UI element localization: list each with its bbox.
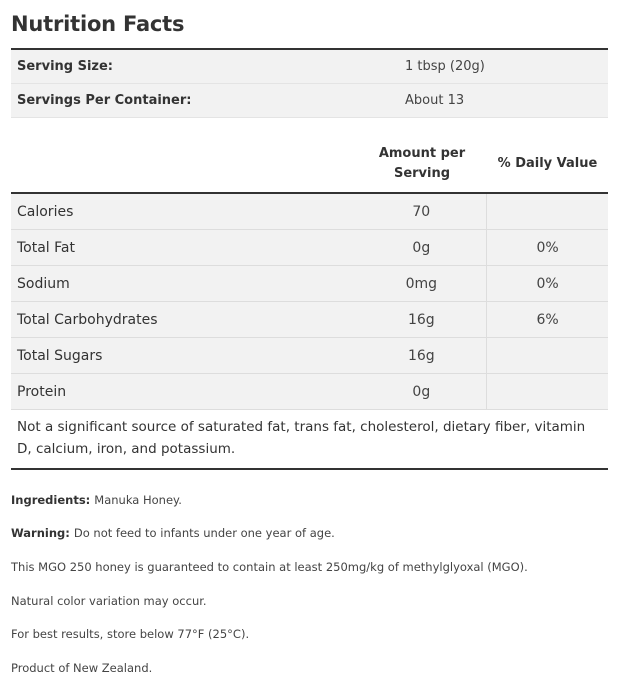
nutrient-name: Calories xyxy=(17,203,74,220)
table-row xyxy=(11,374,608,410)
serving-size-label: Serving Size: xyxy=(17,59,114,74)
nutrient-amount: 16g xyxy=(407,311,435,328)
ingredients-text: Manuka Honey. xyxy=(94,492,182,507)
storage-note: For best results, store below 77°F (25°C). xyxy=(11,627,250,642)
product-notes xyxy=(11,483,608,685)
nutrient-daily-value: 0% xyxy=(486,266,608,301)
table-row xyxy=(11,302,608,338)
nutrient-name: Total Carbohydrates xyxy=(17,311,158,328)
nutrient-amount: 0mg xyxy=(405,275,438,292)
nutrient-amount: 0g xyxy=(412,383,431,400)
ingredients-note xyxy=(11,483,608,517)
nutrient-table xyxy=(11,194,608,410)
warning-text: Do not feed to infants under one year of age. xyxy=(73,526,335,541)
nutrient-name: Total Sugars xyxy=(17,347,103,364)
servings-per-container-value: About 13 xyxy=(405,93,465,108)
nutrient-daily-value xyxy=(486,338,608,373)
table-row xyxy=(11,338,608,374)
nutrient-amount: 0g xyxy=(412,239,431,256)
nutrient-name: Sodium xyxy=(17,275,70,292)
servings-per-container-label: Servings Per Container: xyxy=(17,93,192,108)
ingredients-label: Ingredients: xyxy=(11,492,91,507)
serving-size-value: 1 tbsp (20g) xyxy=(405,59,485,74)
amount-header-line2: Serving xyxy=(393,166,451,181)
warning-label: Warning: xyxy=(11,526,70,541)
nutrient-amount: 16g xyxy=(407,347,435,364)
mgo-guarantee-note: This MGO 250 honey is guaranteed to contain at least 250mg/kg of methylglyoxal (MGO). xyxy=(11,559,528,574)
nutrient-daily-value: 0% xyxy=(486,230,608,265)
origin-note: Product of New Zealand. xyxy=(11,660,153,675)
nutrient-table-header xyxy=(11,118,608,194)
nutrient-daily-value xyxy=(486,374,608,409)
nutrient-name: Protein xyxy=(17,383,67,400)
table-row xyxy=(11,266,608,302)
amount-per-serving-header xyxy=(357,144,487,184)
color-variation-note: Natural color variation may occur. xyxy=(11,593,207,608)
warning-note xyxy=(11,517,608,551)
nutrition-footnote: Not a significant source of saturated fat, trans fat, cholesterol, dietary fiber, vitamin D, calcium, iron, and potassium. xyxy=(11,410,608,470)
table-row xyxy=(11,230,608,266)
nutrient-daily-value: 6% xyxy=(486,302,608,337)
serving-table xyxy=(11,48,608,118)
servings-per-container-row xyxy=(11,84,608,118)
nutrient-name: Total Fat xyxy=(17,239,75,256)
amount-header-line1: Amount per xyxy=(378,146,466,161)
table-row xyxy=(11,194,608,230)
serving-size-row xyxy=(11,50,608,84)
nutrient-daily-value xyxy=(486,194,608,229)
page-title: Nutrition Facts xyxy=(11,12,185,36)
nutrient-amount: 70 xyxy=(412,203,431,220)
daily-value-header: % Daily Value xyxy=(497,156,598,171)
